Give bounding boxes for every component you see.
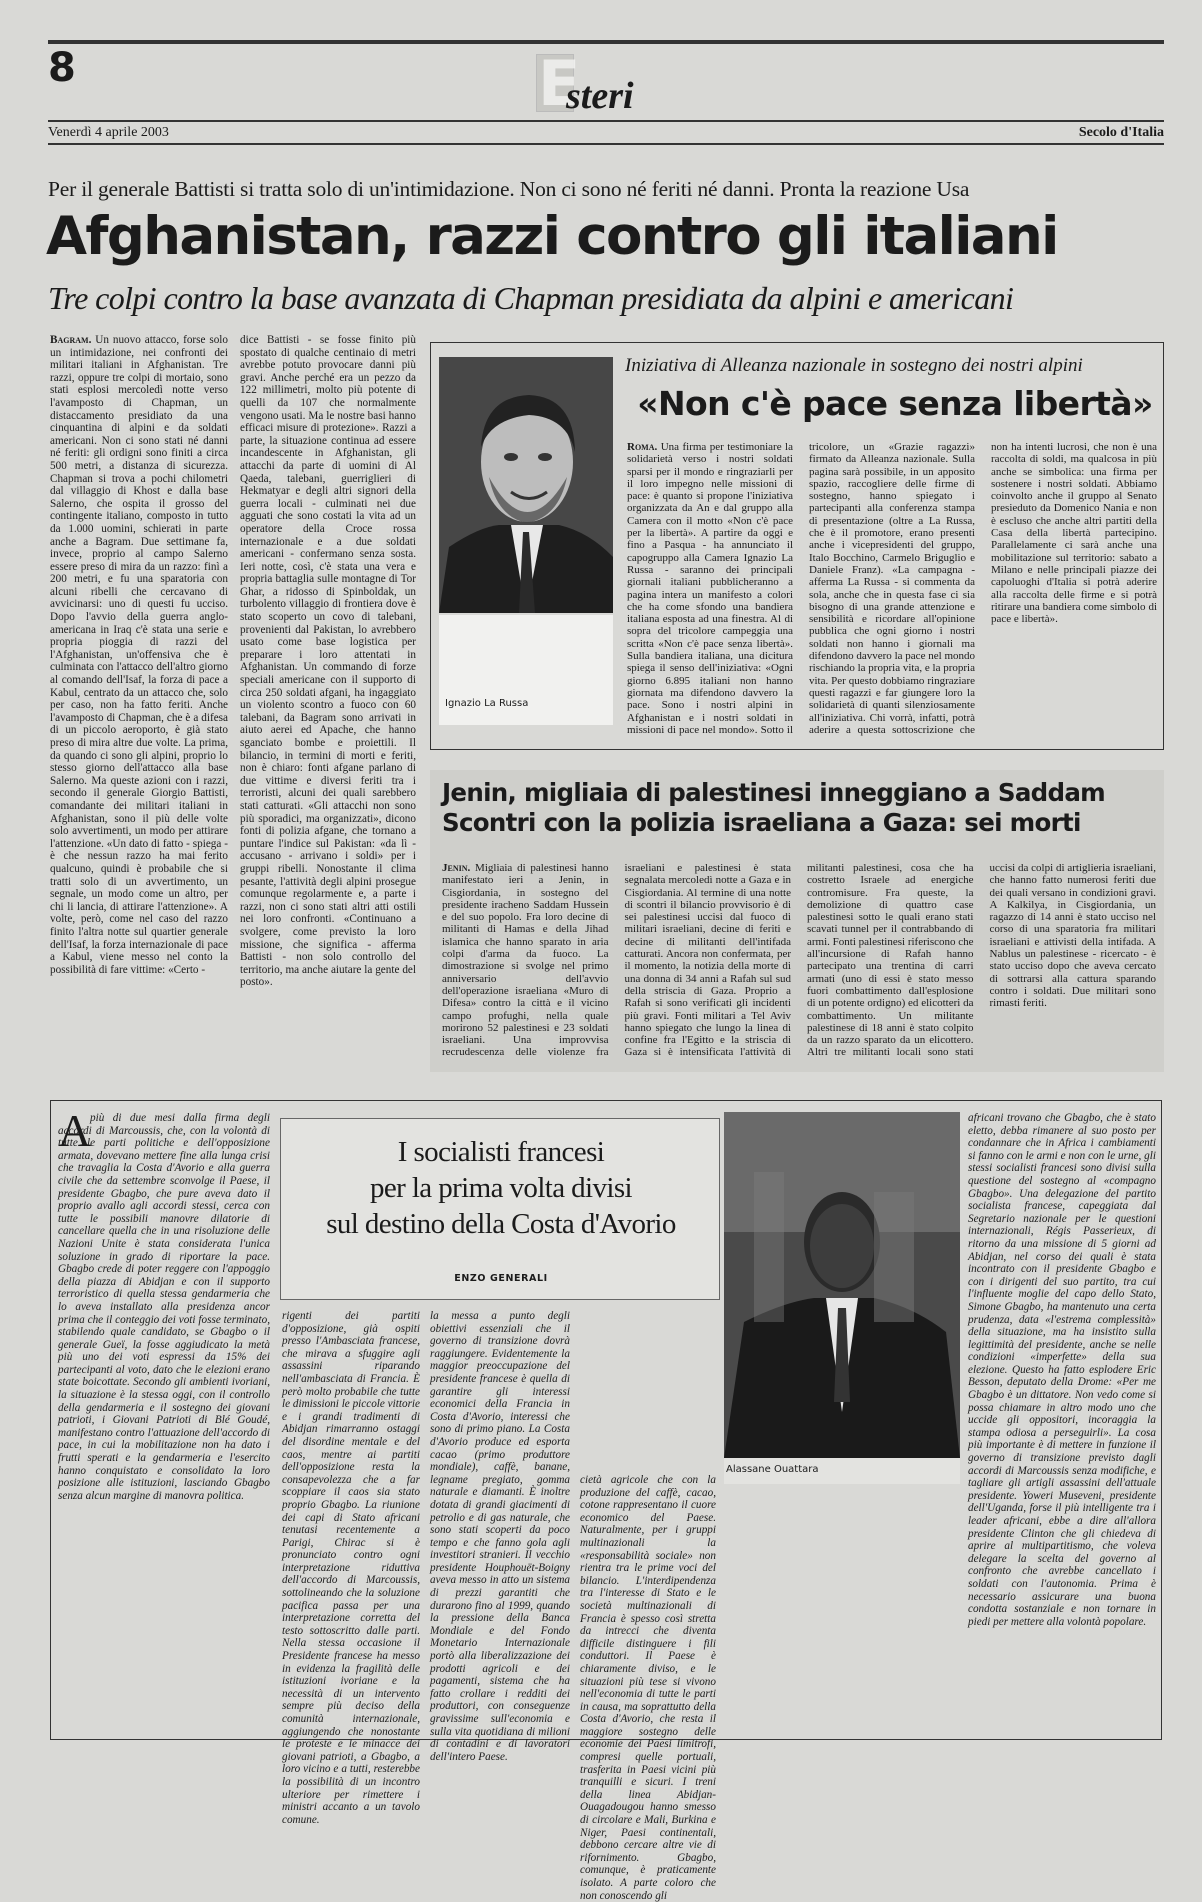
an-box (430, 342, 1164, 750)
la-russa-photo (439, 357, 613, 613)
costa-title-1: I socialisti francesi (397, 1136, 605, 1168)
jenin-headline-2: Scontri con la polizia israeliana a Gaza: sei morti (442, 808, 1081, 837)
date-rule (48, 143, 1164, 145)
page-number: 8 (48, 45, 76, 91)
issue-date: Venerdì 4 aprile 2003 (48, 125, 169, 140)
costa-title-2: per la prima volta divisi (369, 1172, 633, 1204)
lead-dateline: Bagram. (50, 334, 92, 346)
costa-text-1: più di due mesi dalla firma degli accordi di Marcoussis, che, con la volontà di tutte le parti politiche e dell'opposizione armata, dovevano mettere fine alla lunga crisi che travaglia la Costa d'Avorio e alla guerra civile che da settembre sconvolge il Paese, il presidente Gbagbo, che pure aveva dato il proprio avallo agli accordi stessi, cerca con tutte le possibili manovre dilatorie di cancellare quella che in una risoluzione delle Nazioni Unite è stata considerata l'unica soluzione in grado di riportare la pace. Gbagbo crede di poter reggere con l'appoggio della piazza di Abidjan e con il supporto terroristico di quella stessa gendarmeria che lo aveva installato alla presidenza ancor prima che il conteggio dei voti fosse terminato, stabilendo quale candidato, se Gbagbo o il generale Gueï, la fosse aggiudicato la metà più uno dei voti espressi da 15% dei partecipanti al voto, dato che le elezioni erano state boicottate. Secondo gli ambienti ivoriani, la situazione è la stessa oggi, con il controllo della gendarmeria e il sostegno dei giovani patrioti, i Giovani Patrioti di Blé Goudé, manifestano contro l'attuazione dell'accordo di pace, in cui la mobilitazione non ha dato i frutti sperati e la gendarmeria e l'esercito hanno conquistato e consolidato la loro posizione alle istituzioni, lasciando Gbagbo senza alcun margine di manovra politica. (58, 1112, 270, 1502)
costa-text-5: africani trovano che Gbagbo, che è stato eletto, debba rimanere al suo posto per condannare che in Africa i cambiamenti si fanno con le armi e non con le urne, gli stessi socialisti francesi sono divisi sulla questione del sostegno al «compagno Gbagbo». Una delegazione del partito socialista francese, capeggiata dal Segretario nazionale per le questioni internazionali, Régis Passerieux, di ritorno da una missione di 5 giorni ad Abidjan, nel corso dei quali è stata incontrato con il presidente Gbagbo e con i dirigenti del suo partito, tra cui l'influente moglie del capo dello Stato, Simone Gbagbo, ha mantenuto una certa prudenza, data «l'estrema complessità» della situazione, ma ha insistito sulla legittimità del presidente, anche se nelle condizioni «imperfette» della sua elezione. Questo ha fatto esplodere Eric Besson, deputato della Drome: «Per me Gbagbo è un dittatore. Non vedo come si possa chiamare in altro modo uno che uccide gli oppositori, incoraggia la stampa odiosa a perseguirli». La cosa più importante è di mettere in funzione il governo di transizione previsto dagli accordi di Marcoussis senza modifiche, e tagliare gli artigli assassini dell'attuale presidente. Yoweri Museveni, presidente dell'Uganda, forse il più intelligente tra i leader africani, ebbe a dire all'allora presidente Clinton che gli chiedeva di aprire al multipartitismo, che voleva delegare la scelta del governo al confronto che avrebbe cancellato i soldati con l'autonomia. Prima è necessario assicurare una buona condotta sostanziale e non tornare in piedi per mettere alla volontà popolare. (968, 1112, 1156, 1628)
an-dateline: Roma. (627, 441, 658, 453)
costa-title-3: sul destino della Costa d'Avorio (326, 1208, 676, 1240)
lead-text-2: dice Battisti - se fosse finito più spostato di qualche centinaio di metri avrebbe potuto provocare danni più gravi. Anche perché era un pezzo da 122 millimetri, molto più potente di quelli da 107 che normalmente vengono usati. Ma le nostre basi hanno efficaci misure di protezione». Razzi a parte, la situazione continua ad essere incandescente in Afghanistan, gli attacchi da parte di uomini di Al Qaeda, talebani, guerriglieri di Hekmatyar e degli altri signori della guerra locali - culminati nei due agguati che sono costati la vita ad un operatore della Croce rossa internazionale e a due soldati americani - confermano senza sosta. Ieri notte, così, c'è stata una vera e propria battaglia sulle montagne di Tor Ghar, a ridosso di Spinboldak, un turbolento villaggio di frontiera dove è stato scoperto un covo di talebani, provenienti dal Pakistan, lo avrebbero usato come base logistica per preparare i loro attentati in Afghanistan. Un commando di forze speciali americane con il supporto di circa 250 soldati afgani, ha ingaggiato un violento scontro a fuoco con 60 talebani, da Bagram sono arrivati in aiuto aerei ed Apache, che hanno sganciato bombe e proiettili. Il bilancio, in termini di morti e feriti, non è chiaro: fonti afgane parlano di due vittime e diversi feriti tra i terroristi, alcuni dei quali sarebbero stati catturati. «Gli attacchi non sono più sporadici, ma organizzati», dicono fonti di polizia afgane, che tornano a puntare l'indice sul Pakistan: «da lì - accusano - arrivano i soldi» per i gruppi ribelli. Nonostante il clima pesante, l'attività degli alpini prosegue comunque regolarmente e, a parte i razzi, non ci sono stati altri atti ostili nei loro confronti. «Continuano a svolgere, come previsto la loro missione, che significa - afferma Battisti - non solo controllo del territorio, ma anche aiutare la gente del posto». (240, 334, 416, 989)
lead-column-2 (240, 334, 416, 1062)
section-name: steri (566, 75, 634, 117)
lead-headline: Afghanistan, razzi contro gli italiani (46, 206, 1058, 267)
ouattara-caption: Alassane Ouattara (726, 1464, 819, 1475)
section-logo (536, 47, 696, 120)
ouattara-photo (724, 1112, 960, 1458)
costa-byline: ENZO GENERALI (454, 1273, 548, 1284)
costa-column-1 (58, 1105, 270, 1732)
an-headline: «Non c'è pace senza libertà» (637, 384, 1153, 423)
paper-name: Secolo d'Italia (1078, 125, 1164, 140)
portrait-icon (724, 1112, 960, 1458)
costa-dropcap: A (58, 1105, 92, 1156)
portrait-icon (439, 357, 613, 613)
costa-text-3: la messa a punto degli obiettivi essenziali che il governo di transizione dovrà raggiungere. Evidentemente la maggior preoccupazione del presidente francese è quella di garantire gli interessi economici della Francia in Costa d'Avorio, interessi che sono di primo piano. La Costa d'Avorio produce ed esporta cacao (primo produttore mondiale), caffè, banane, legname pregiato, gomma naturale e diamanti. È inoltre dotata di grandi giacimenti di petrolio e di gas naturale, che sono stati scoperti da poco tempo e che fanno gola agli investitori stranieri. Il vecchio presidente Houphouët-Boigny aveva messo in atto un sistema di prezzi garantiti che durarono fino al 1999, quando la pressione della Banca Mondiale e del Fondo Monetario Internazionale portò alla liberalizzazione dei prodotti agricoli e dei pagamenti, sistema che ha fatto crollare i redditi dei produttori, con conseguenze gravissime sull'economia e sulla vita quotidiana di milioni di contadini e di lavoratori dell'intero Paese. (430, 1310, 570, 1763)
lead-kicker: Per il generale Battisti si tratta solo di un'intimidazione. Non ci sono né feriti né danni. Pronta la reazione Usa (48, 177, 970, 201)
jenin-box (430, 770, 1164, 1072)
la-russa-caption: Ignazio La Russa (445, 698, 529, 709)
jenin-headline-1: Jenin, migliaia di palestinesi inneggiano a Saddam (442, 778, 1105, 807)
an-text: Una firma per testimoniare la solidarietà verso i nostri soldati sparsi per il mondo e ringraziarli per il loro impegno nelle missioni di pace: è quanto si propone l'iniziativa organizzata da An e dal gruppo alla Camera con il motto «Non c'è pace per la libertà». A partire da oggi e fino a Pasqua - ha annunciato il capogruppo alla Camera Ignazio La Russa - saranno dei principali giornali italiani pubblicheranno a pagina intera un manifesto a colori che ha come sfondo una bandiera italiana esposta ad una finestra. Al di sopra del tricolore campeggia una scritta «Non c'è pace senza libertà». Sulla bandiera italiana, una dicitura spiega il senso dell'iniziativa: «Ogni giorno 6.895 italiani non hanno giornata ma difendono davvero la pace. Sono i nostri alpini in Afghanistan e i nostri soldati in missioni di pace nel mondo». Sotto il tricolore, un «Grazie ragazzi» firmato da Alleanza nazionale. Sulla pagina sarà possibile, in un apposito spazio, raccogliere delle firme di sostegno, hanno spiegato i partecipanti alla conferenza stampa di presentazione (oltre a La Russa, che è il promotore, erano presenti anche i vicepresidenti del gruppo, Italo Bocchino, Carmelo Briguglio e Daniele Franz). «La campagna - afferma La Russa - si commenta da sola, anche che in questa fase ci sia bisogno di una grande attenzione e sensibilità e ricordare all'opinione pubblica che ogni giorno i nostri soldati non hanno i giornali ma difendono davvero la pace nel mondo rischiando la propria vita, e la propria vita. Per questo dobbiamo ringraziare questi ragazzi e far giungere loro la solidarietà di quanti silenziosamente all'iniziativa. Chi vorrà, infatti, potrà aderire a questa sottoscrizione che non ha intenti lucrosi, che non è una raccolta di soldi, ma qualcosa in più anche se simbolica: una firma per sostenere i nostri soldati. Abbiamo coinvolto anche il gruppo al Senato presieduto da Domenico Nania e non è escluso che anche altri partiti della Casa della libertà partecipino. Parallelamente ci sarà anche una mobilitazione sul territorio: sabato a Milano e nelle principali piazze dei capoluoghi d'Italia si potrà aderire alla raccolta delle firme e si potrà ritirare una bandiera come simbolo di pace e libertà». (627, 441, 1157, 736)
jenin-body (442, 862, 1156, 1067)
lead-subhead: Tre colpi contro la base avanzata di Chapman presidiata da alpini e americani (48, 280, 1014, 316)
lead-column-1 (50, 334, 228, 1062)
jenin-text: Migliaia di palestinesi hanno manifestato ieri a Jenin, in Cisgiordania, in sostegno del presidente iracheno Saddam Hussein e del suo popolo. Fra loro decine di militanti di Hamas e della Jihad islamica che hanno sparato in aria colpi d'arma da fuoco. La dimostrazione si svolge nel primo anniversario dell'avvio dell'operazione israeliana «Muro di Difesa» contro la città e il vicino campo profughi, nella quale morirono 52 palestinesi e 23 soldati israeliani. Una improvvisa recrudescenza delle violenze fra israeliani e palestinesi è stata segnalata mercoledì notte a Gaza e in Cisgiordania. Al termine di una notte di scontri il bilancio provvisorio è di sei palestinesi uccisi dal fuoco di militari israeliani, decine di feriti e decine di militanti dell'intifada catturati. Ancora non confermata, per il momento, la notizia della morte di una donna di 34 anni a Rafah sul sud della striscia di Gaza. Proprio a Rafah si sono verificati gli incidenti più gravi. Fonti militari a Tel Aviv hanno spiegato che lungo la linea di confine fra l'Egitto e la striscia di Gaza si è intensificata l'attività di militanti palestinesi, cosa che ha costretto Israele ad energiche contromisure. Fra queste, la demolizione di quattro case palestinesi sotto le quali erano stati scavati tunnel per il contrabbando di armi. Fonti palestinesi riferiscono che all'incursione di Rafah hanno partecipato una trentina di carri armati (uno di essi è stato messo fuori combattimento dall'esplosione di un potente ordigno) ed elicotteri da combattimento. Un militante palestinese di 18 anni è stato colpito da un razzo sparato da un elicottero. Altri tre militanti locali sono stati uccisi da colpi di artiglieria israeliani, che hanno fatto numerosi feriti due dei quali versano in condizioni gravi. A Kalkilya, in Cisgiordania, un ragazzo di 14 anni è stato ucciso nel corso di una sparatoria fra militari israeliani e attivisti della intifada. A Nablus un palestinese - ricercato - è stato ucciso dopo che aveva cercato di sottrarsi alla cattura sparando contro i soldati. Due militari sono rimasti feriti. (442, 862, 1156, 1059)
an-body (627, 441, 1157, 743)
costa-title-box (280, 1118, 720, 1300)
section-initial: E (538, 47, 581, 120)
lead-text-1: Un nuovo attacco, forse solo un intimidazione, nei confronti dei militari italiani in Afghanistan. Tre razzi, oppure tre colpi di mortaio, sono stati esplosi mercoledì notte verso l'avamposto di Chapman, un distaccamento presidiato da una cinquantina di alpini e da soldati americani. Non ci sono stati né danni né feriti: gli ordigni sono finiti a circa 500 metri, a distanza di sicurezza. Chapman si trova a pochi chilometri dal villaggio di Khost e dalla base Salerno, che ospita il grosso del contingente italiano, composto in tutto da 1.000 uomini, schierati in parte anche a Bagram. Due settimane fa, invece, proprio al campo Salerno essere preso di mira da un razzo: finì a 200 metri, e fu una sparatoria con alcuni ribelli che cercavano di avvicinarsi: uno di questi fu ucciso. Dopo l'avvio della guerra anglo-americana in Iraq c'è stata una serie e propria pioggia di razzi del l'Afghanistan, un'offensiva che è culminata con l'attacco dell'altro giorno al comando dell'Isaf, la forza di pace a Kabul, centrato da un attacco che, solo per caso, non ha fatto feriti. Anche l'avamposto di Chapman, che è a difesa di un piccolo aeroporto, è già stato preso di mira altre due volte. La prima, da quando ci sono gli alpini, proprio lo stesso giorno dell'attacco alla base Salerno. Ma queste azioni con i razzi, secondo il generale Giorgio Battisti, comandante dei militari italiani in Afghanistan, sono il più delle volte solo avvertimenti, un modo per attirare l'attenzione. «Un dato di fatto - spiega - è che nessun razzo ha mai ferito qualcuno, quindi è probabile che si tratti solo di un avvertimento, un segnale, un modo come un altro, per chi li lancia, di attirare l'attenzione». A volte, però, come nel caso del razzo finito l'altra notte sul quartier generale dell'Isaf, la forza internazionale di pace a Kabul, viene messo nel conto la possibilità di fare vittime: «Certo - (50, 334, 229, 976)
costa-text-2: rigenti dei partiti d'opposizione, già ospiti presso l'Ambasciata francese, che mirava a sfuggire agli assassini riparando nell'ambasciata di Francia. È però molto probabile che tutte le dimissioni le piccole vittorie e i grandi tradimenti di Abidjan rimarranno ostaggi del disordine mentale e del caos, mentre ai partiti dell'opposizione resta la consapevolezza che a far scoppiare il caos sia stato proprio Gbagbo. La riunione dei capi di Stato africani tenutasi recentemente a Parigi, Chirac si è pronunciato contro ogni interpretazione riduttiva dell'accordo di Marcoussis, sottolineando che la soluzione pacifica passa per una interpretazione corretta del testo sottoscritto dalle parti. Nella stessa occasione il Presidente francese ha messo in evidenza la fragilità delle istituzioni ivoriane e la necessità di un intervento sempre più deciso della comunità internazionale, aggiungendo che nonostante le proteste e le minacce dei giovani patrioti, a Gbagbo, a loro vicino e a tutti, resterebbe la possibilità di un incontro ulteriore per rimettere i ministri accanto a un tavolo comune. (282, 1310, 420, 1826)
masthead-rule (48, 120, 1164, 122)
jenin-dateline: Jenin. (442, 862, 471, 874)
costa-text-4: cietà agricole che con la produzione del caffè, cacao, cotone rappresentano il cuore economico del Paese. Naturalmente, per i gruppi multinazionali la «responsabilità sociale» non rientra tra le prime voci del bilancio. L'interdipendenza tra l'interesse di Stato e le società multinazionali di Francia è spesso così stretta da intrecci che diventa difficile distinguere i fili conduttori. Il Paese è chiaramente diviso, e le situazioni più tese si vivono nell'economia di tutte le parti in causa, ma soprattutto della Costa d'Avorio, che resta il maggiore sostegno delle economie dei Paesi limitrofi, compresi quelle portuali, trasferita in Paesi vicini più tranquilli e sicuri. I treni della linea Abidjan-Ouagadougou hanno smesso di circolare e Mali, Burkina e Niger, Paesi continentali, debbono cercare altre vie di rifornimento. Gbagbo, comunque, è praticamente isolato. A parte coloro che non conoscendo gli (580, 1474, 716, 1902)
an-kicker: Iniziativa di Alleanza nazionale in sostegno dei nostri alpini (625, 355, 1083, 376)
top-rule (48, 40, 1164, 44)
